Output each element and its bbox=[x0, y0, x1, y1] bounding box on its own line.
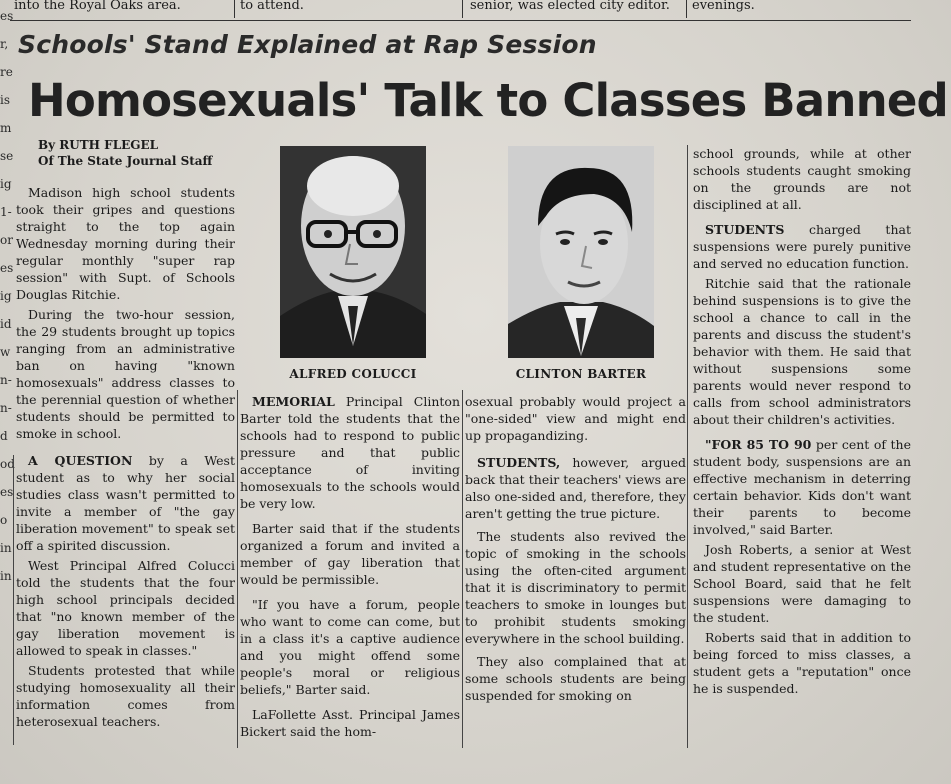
article-column-2 bbox=[240, 393, 460, 740]
margin-fragment: ig bbox=[0, 289, 12, 303]
paragraph: MEMORIAL Principal Clinton Barter told the students that the schools had to respond to public pressure and that public acceptance of inviting homosexuals to the schools would be very low. bbox=[240, 394, 460, 511]
paragraph: "FOR 85 TO 90 per cent of the student body, suspensions are an effective mechanism in deterring certain behavior. Kids don't want their parents to become involved," said Barter. bbox=[693, 437, 911, 537]
article-column-3 bbox=[465, 393, 686, 704]
paragraph: Ritchie said that the rationale behind suspensions is to give the school a chance to call in the parents and discuss the student's behavior with them. He said that without suspensions some parents would never respond to calls from school administrators about their children's activities. bbox=[693, 276, 911, 427]
margin-fragment: or bbox=[0, 233, 13, 247]
strip-text-2: to attend. bbox=[240, 0, 304, 13]
byline-affiliation: Of The State Journal Staff bbox=[38, 154, 213, 168]
kicker-headline: Schools' Stand Explained at Rap Session bbox=[18, 30, 597, 59]
margin-fragment: r, bbox=[0, 37, 9, 51]
margin-fragment: d bbox=[0, 429, 8, 443]
margin-fragment: is bbox=[0, 93, 10, 107]
margin-fragment: o bbox=[0, 513, 8, 527]
margin-fragment: n- bbox=[0, 401, 12, 415]
strip-divider bbox=[686, 0, 687, 18]
margin-fragment: ig bbox=[0, 177, 12, 191]
photo-caption: CLINTON BARTER bbox=[515, 367, 647, 381]
paragraph: West Principal Alfred Colucci told the students that the four high school principals decided that "no known member of the gay liberation movement is allowed to speak in classes." bbox=[16, 558, 235, 658]
margin-fragment: re bbox=[0, 65, 13, 79]
paragraph: Barter said that if the students organized a forum and invited a member of gay liberation that would be permissible. bbox=[240, 521, 460, 587]
article-column-1 bbox=[16, 184, 235, 730]
left-margin-fragments bbox=[0, 9, 15, 598]
strip-divider bbox=[462, 0, 463, 18]
portrait-illustration bbox=[508, 146, 654, 358]
margin-fragment: id bbox=[0, 317, 12, 331]
column-rule bbox=[237, 390, 238, 748]
paragraph: Josh Roberts, a senior at West and student representative on the School Board, said that he felt suspensions were damaging to the student. bbox=[693, 542, 911, 625]
paragraph: Roberts said that in addition to being forced to miss classes, a student gets a "reputation" once he is suspended. bbox=[693, 630, 911, 696]
paragraph: "If you have a forum, people who want to come can come, but in a class it's a captive audience and you might offend some people's moral or religious beliefs," Barter said. bbox=[240, 597, 460, 697]
margin-fragment: in bbox=[0, 541, 12, 555]
main-headline: Homosexuals' Talk to Classes Banned bbox=[28, 74, 948, 127]
paragraph: LaFollette Asst. Principal James Bickert said the hom- bbox=[240, 707, 460, 739]
photo-caption: ALFRED COLUCCI bbox=[289, 367, 417, 381]
paragraph: During the two-hour session, the 29 students brought up topics ranging from an administrative ban on having "known homosexuals" address classes to the perennial question of whether students should be permitted to smoke in school. bbox=[16, 307, 235, 441]
column-rule bbox=[13, 455, 14, 745]
photo-alfred-colucci bbox=[280, 146, 426, 358]
strip-divider bbox=[234, 0, 235, 18]
strip-text-4: evenings. bbox=[692, 0, 755, 13]
photo-clinton-barter bbox=[508, 146, 654, 358]
paragraph: They also complained that at some schools students are being suspended for smoking on bbox=[465, 654, 686, 703]
margin-fragment: se bbox=[0, 149, 14, 163]
margin-fragment: es bbox=[0, 261, 14, 275]
paragraph: school grounds, while at other schools students caught smoking on the grounds are not disciplined at all. bbox=[693, 146, 911, 212]
margin-fragment: in bbox=[0, 569, 12, 583]
column-rule bbox=[462, 390, 463, 748]
article-column-4 bbox=[693, 145, 911, 697]
strip-text-1: into the Royal Oaks area. bbox=[14, 0, 181, 13]
portrait-illustration bbox=[280, 146, 426, 358]
paragraph: A QUESTION by a West student as to why her social studies class wasn't permitted to invite a member of "the gay liberation movement" to speak set off a spirited discussion. bbox=[16, 453, 235, 553]
byline-author: By RUTH FLEGEL bbox=[38, 138, 159, 152]
top-rule bbox=[10, 20, 911, 21]
column-rule bbox=[687, 145, 688, 748]
paragraph: osexual probably would project a "one-sided" view and might end up propagandizing. bbox=[465, 394, 686, 443]
margin-fragment: es bbox=[0, 485, 14, 499]
margin-fragment: 1- bbox=[0, 205, 12, 219]
paragraph: The students also revived the topic of smoking in the schools using the often-cited argument that it is discriminatory to permit teachers to smoke in lounges but to prohibit students smoking everywhere in the school building. bbox=[465, 529, 686, 646]
margin-fragment: od bbox=[0, 457, 15, 471]
margin-fragment: es bbox=[0, 9, 14, 23]
margin-fragment: n- bbox=[0, 373, 12, 387]
previous-story-strip bbox=[0, 0, 951, 18]
margin-fragment: w bbox=[0, 345, 11, 359]
margin-fragment: m bbox=[0, 121, 12, 135]
strip-text-3: senior, was elected city editor. bbox=[470, 0, 670, 13]
paragraph: STUDENTS charged that suspensions were purely punitive and served no education function. bbox=[693, 222, 911, 271]
paragraph: Madison high school students took their gripes and questions straight to the top again Wednesday morning during their regular monthly "super rap session" with Supt. of Schools Douglas Ritchie. bbox=[16, 185, 235, 302]
paragraph: STUDENTS, however, argued back that their teachers' views are also one-sided and, therefore, they aren't getting the true picture. bbox=[465, 455, 686, 521]
byline bbox=[38, 137, 238, 169]
paragraph: Students protested that while studying homosexuality all their information comes from heterosexual teachers. bbox=[16, 663, 235, 729]
